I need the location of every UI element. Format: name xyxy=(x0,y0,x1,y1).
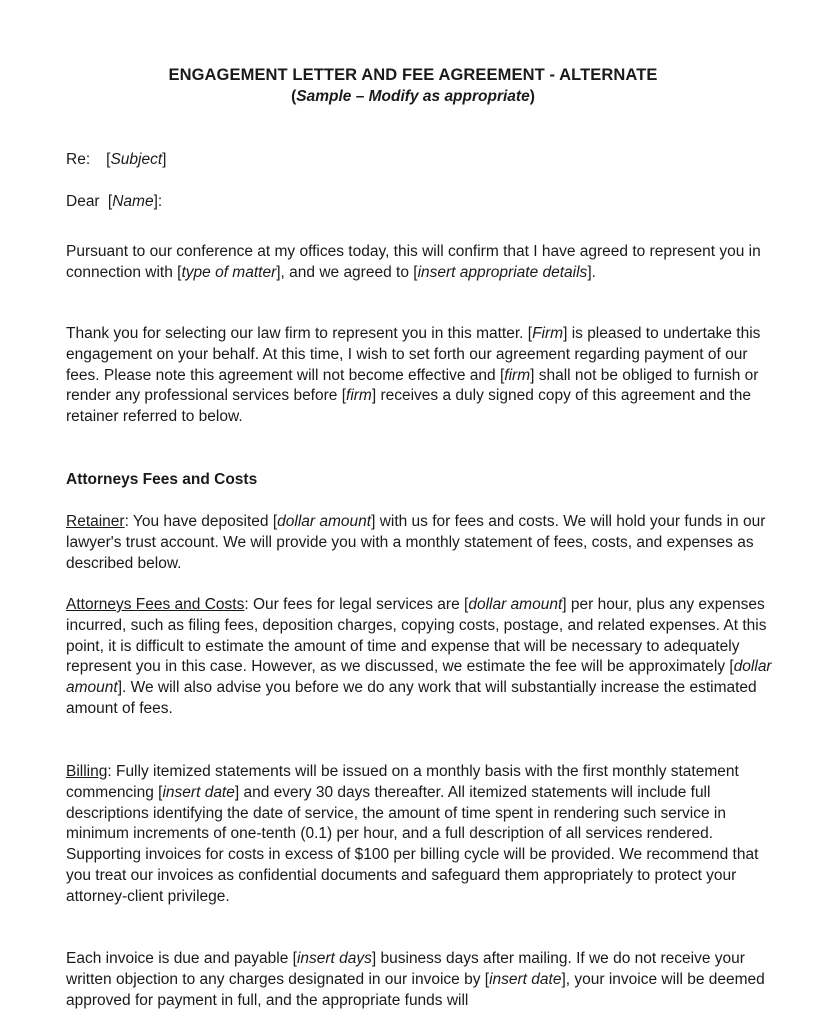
p1-text-e: ]. xyxy=(587,263,596,281)
billing-text-a: : Fully itemized statements will be issued on a monthly basis with the first monthly statement commencing [ xyxy=(66,763,739,801)
p2-text-a: Thank you for selecting our law firm to represent you in this matter. [ xyxy=(66,325,533,342)
retainer-dollar-amount: dollar amount xyxy=(277,513,372,530)
billing-label: Billing xyxy=(66,763,108,780)
paragraph-billing xyxy=(66,762,778,908)
paragraph-thank-you xyxy=(66,324,778,428)
salutation: Dear [Name]: xyxy=(66,193,163,210)
invoice-text-a: Each invoice is due and payable [ xyxy=(66,950,297,967)
retainer-text-c: ] with us for fees and costs. We will hold your funds in our lawyer's trust account. We will provide you with a monthly statement of fees, costs, and expenses as described below. xyxy=(66,513,766,572)
invoice-insert-days: insert days xyxy=(296,950,372,967)
fees-label: Attorneys Fees and Costs xyxy=(66,596,245,613)
p2-text-g: ] receives a duly signed copy of this agreement and the retainer referred to below. xyxy=(66,387,751,426)
invoice-text-e: ], your invoice will be deemed approved for payment in full, and the appropriate funds will xyxy=(66,970,765,1009)
p2-text-e: ] shall not be obliged to furnish or render any professional services before [ xyxy=(66,366,759,405)
re-bracket-open: [ xyxy=(106,151,111,168)
dear-name: Name xyxy=(112,193,154,210)
p2-text-c: ] is pleased to undertake this engagement on your behalf. At this time, I wish to set forth our agreement regarding payment of our fees. Please note this agreement will not become effective and [ xyxy=(66,325,761,384)
invoice-text-c: ] business days after mailing. If we do not receive your written objection to any charges designated in our invoice by [ xyxy=(66,950,745,988)
p1-type-of-matter: type of matter xyxy=(181,263,277,281)
fees-text-a: : Our fees for legal services are [ xyxy=(244,596,469,613)
re-subject: Subject xyxy=(110,151,163,168)
p2-firm-3: firm xyxy=(346,387,372,405)
p1-text-c: ], and we agreed to [ xyxy=(276,263,418,281)
section-heading: Attorneys Fees and Costs xyxy=(66,471,258,488)
fees-dollar-amount-2: dollar amount xyxy=(66,658,772,697)
dear-label: Dear xyxy=(66,193,100,210)
paragraph-intro xyxy=(66,242,778,284)
dear-close: ]: xyxy=(153,193,163,210)
fees-dollar-amount-1: dollar amount xyxy=(468,596,563,613)
subtitle-close: ) xyxy=(529,88,535,105)
billing-text-c: ] and every 30 days thereafter. All itemized statements will include full descriptions identifying the date of service, the amount of time spent in rendering such service in minimum increments of one-tenth (0.1) per hour, and a full description of all services rendered. Supporting invoices for costs in excess of $100 per billing cycle will be provided. We recommend that you treat our invoices as confidential documents and safeguard them appropriately to protect your attorney-client privilege. xyxy=(66,783,759,905)
fees-text-e: ]. We will also advise you before we do any work that will substantially increase the estimated amount of fees. xyxy=(66,679,757,717)
subtitle-italic: Sample – Modify as appropriate xyxy=(296,88,530,105)
invoice-insert-date: insert date xyxy=(489,970,562,988)
fees-text-c: ] per hour, plus any expenses incurred, such as filing fees, deposition charges, copying costs, postage, and related expenses. At this point, it is difficult to estimate the amount of time and expense that will be necessary to adequately represent you in this case. However, as we discussed, we estimate the fee will be approximately [ xyxy=(66,596,767,676)
p1-insert-details: insert appropriate details xyxy=(417,263,588,281)
re-line xyxy=(66,150,778,171)
paragraph-retainer xyxy=(66,512,778,574)
billing-insert-date: insert date xyxy=(162,783,235,801)
retainer-text-a: : You have deposited [ xyxy=(124,513,278,530)
paragraph-fees xyxy=(66,595,778,720)
document-title: ENGAGEMENT LETTER AND FEE AGREEMENT - ALTERNATE xyxy=(168,66,658,84)
p2-firm-2: firm xyxy=(504,366,531,384)
re-bracket-close: ] xyxy=(162,151,167,168)
retainer-label: Retainer xyxy=(66,513,125,530)
p1-text-a: Pursuant to our conference at my offices today, this will confirm that I have agreed to represent you in connection with [ xyxy=(66,243,761,281)
paragraph-invoice xyxy=(66,949,778,1011)
p2-firm-1: Firm xyxy=(532,325,564,342)
subtitle-open: ( xyxy=(291,88,297,105)
document-subtitle xyxy=(0,88,826,106)
re-label: Re: xyxy=(66,151,91,168)
